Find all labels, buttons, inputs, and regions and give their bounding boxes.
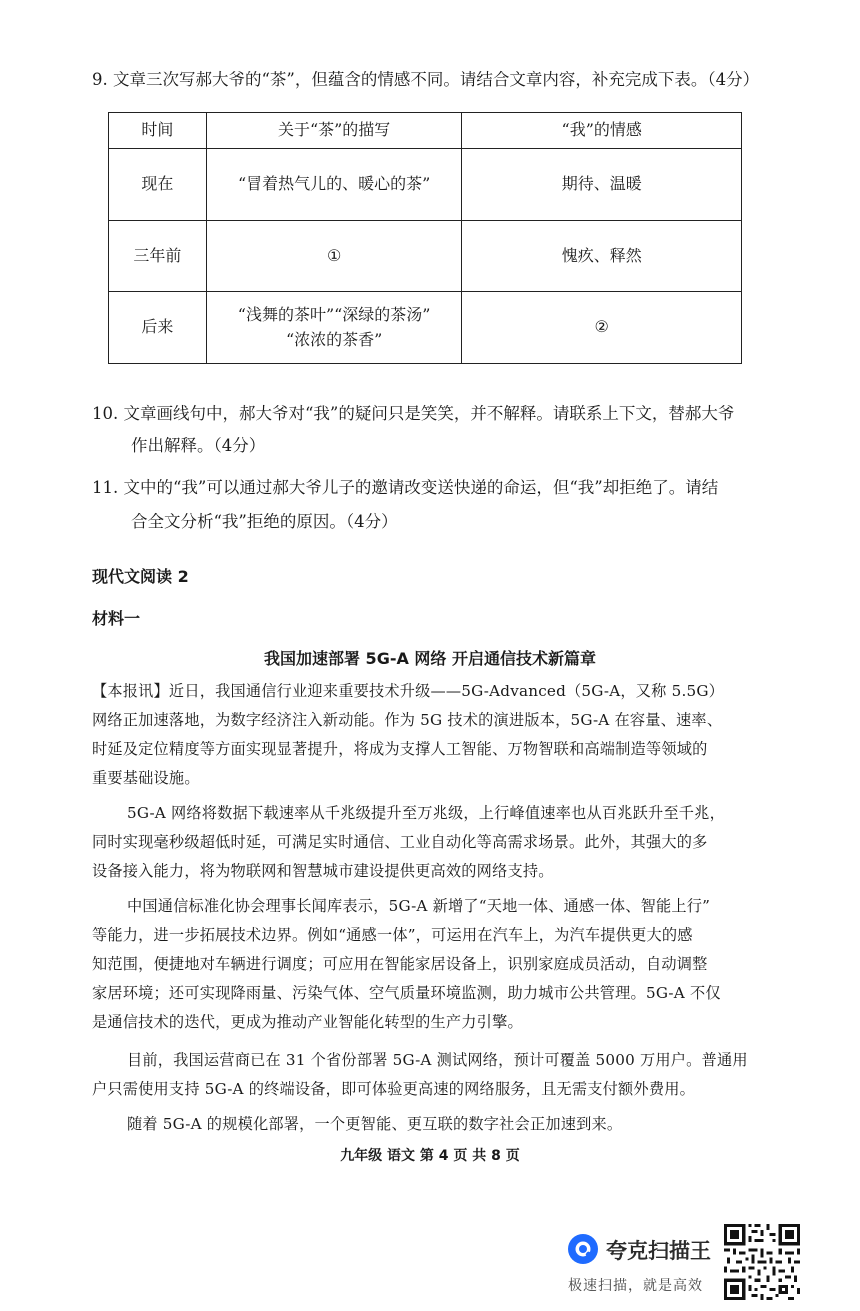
blank-marker-1: ① — [326, 245, 342, 265]
table-cell-description — [206, 221, 462, 292]
article-line: 知范围，便捷地对车辆进行调度；可应用在智能家居设备上，识别家庭成员活动，自动调整 — [92, 955, 708, 973]
description-text-line-2: “浓浓的茶香” — [285, 329, 383, 349]
question-11-line-2: 合全文分析“我”拒绝的原因。（4分） — [131, 512, 398, 531]
article-line: 5G-A 网络将数据下载速率从千兆级提升至万兆级，上行峰值速率也从百兆跃升至千兆， — [127, 804, 725, 822]
table-cell-feeling: 期待、温暖 — [462, 149, 742, 221]
qr-code-icon — [724, 1224, 800, 1300]
article-line: 等能力，进一步拓展技术边界。例如“通感一体”，可运用在汽车上，为汽车提供更大的感 — [92, 926, 693, 944]
table-row — [109, 149, 742, 221]
article-line: 同时实现毫秒级超低时延，可满足实时通信、工业自动化等高需求场景。此外，其强大的多 — [92, 833, 708, 851]
table-cell-time: 后来 — [109, 292, 207, 364]
table-cell-feeling — [462, 292, 742, 364]
article-line: 家居环境；还可实现降雨量、污染气体、空气质量环境监测，助力城市公共管理。5G-A 不仅 — [92, 984, 721, 1002]
description-text: “冒着热气儿的、暖心的茶” — [237, 174, 431, 194]
quark-logo-icon — [566, 1232, 600, 1266]
article-line: 中国通信标准化协会理事长闻库表示，5G-A 新增了“天地一体、通感一体、智能上行” — [127, 897, 711, 915]
table-cell-time: 现在 — [109, 149, 207, 221]
blank-marker-2: ② — [594, 317, 609, 337]
material-title: 材料一 — [92, 609, 141, 628]
table-header-row — [109, 113, 742, 149]
question-10-line-1: 10. 文章画线句中，郝大爷对“我”的疑问只是笑笑，并不解释。请联系上下文，替郝大爷 — [92, 404, 735, 423]
table-cell-description — [206, 292, 462, 364]
article-headline: 我国加速部署 5G-A 网络 开启通信技术新篇章 — [263, 649, 596, 668]
question-10-line-2: 作出解释。（4分） — [131, 436, 266, 455]
page-footer: 九年级 语文 第 4 页 共 8 页 — [340, 1148, 520, 1164]
table-cell-description — [206, 149, 462, 221]
watermark-brand: 夸克扫描王 — [606, 1239, 711, 1263]
watermark-slogan: 极速扫描，就是高效 — [568, 1278, 703, 1294]
question-11-line-1: 11. 文中的“我”可以通过郝大爷儿子的邀请改变送快递的命运，但“我”却拒绝了。请结 — [92, 478, 719, 497]
table-row — [109, 221, 742, 292]
table-header-feeling: “我”的情感 — [462, 113, 742, 149]
article-line: 随着 5G-A 的规模化部署，一个更智能、更互联的数字社会正加速到来。 — [127, 1115, 623, 1133]
article-line: 网络正加速落地，为数字经济注入新动能。作为 5G 技术的演进版本，5G-A 在容量、速率、 — [92, 711, 723, 729]
article-line: 【本报讯】近日，我国通信行业迎来重要技术升级——5G-Advanced（5G-A，又称 5.5G） — [92, 682, 725, 700]
answer-table — [108, 112, 742, 364]
question-9: 9. 文章三次写郝大爷的“茶”，但蕴含的情感不同。请结合文章内容，补充完成下表。（4分） — [92, 70, 760, 89]
article-line: 重要基础设施。 — [92, 769, 200, 787]
table-row — [109, 292, 742, 364]
article-line: 设备接入能力，将为物联网和智慧城市建设提供更高效的网络支持。 — [92, 862, 554, 880]
article-line: 是通信技术的迭代，更成为推动产业智能化转型的生产力引擎。 — [92, 1013, 523, 1031]
article-line: 时延及定位精度等方面实现显著提升，将成为支撑人工智能、万物智联和高端制造等领域的 — [92, 740, 708, 758]
table-cell-feeling: 愧疚、释然 — [462, 221, 742, 292]
table-header-time: 时间 — [109, 113, 207, 149]
section-title: 现代文阅读 2 — [92, 567, 189, 586]
article-line: 户只需使用支持 5G-A 的终端设备，即可体验更高速的网络服务，且无需支付额外费用。 — [92, 1080, 695, 1098]
table-cell-time: 三年前 — [109, 221, 207, 292]
article-line: 目前，我国运营商已在 31 个省份部署 5G-A 测试网络，预计可覆盖 5000 万用户。普通用 — [127, 1051, 748, 1069]
description-text-line-1: “浅舞的茶叶”“深绿的茶汤” — [237, 304, 431, 324]
table-header-description: 关于“茶”的描写 — [206, 113, 462, 149]
